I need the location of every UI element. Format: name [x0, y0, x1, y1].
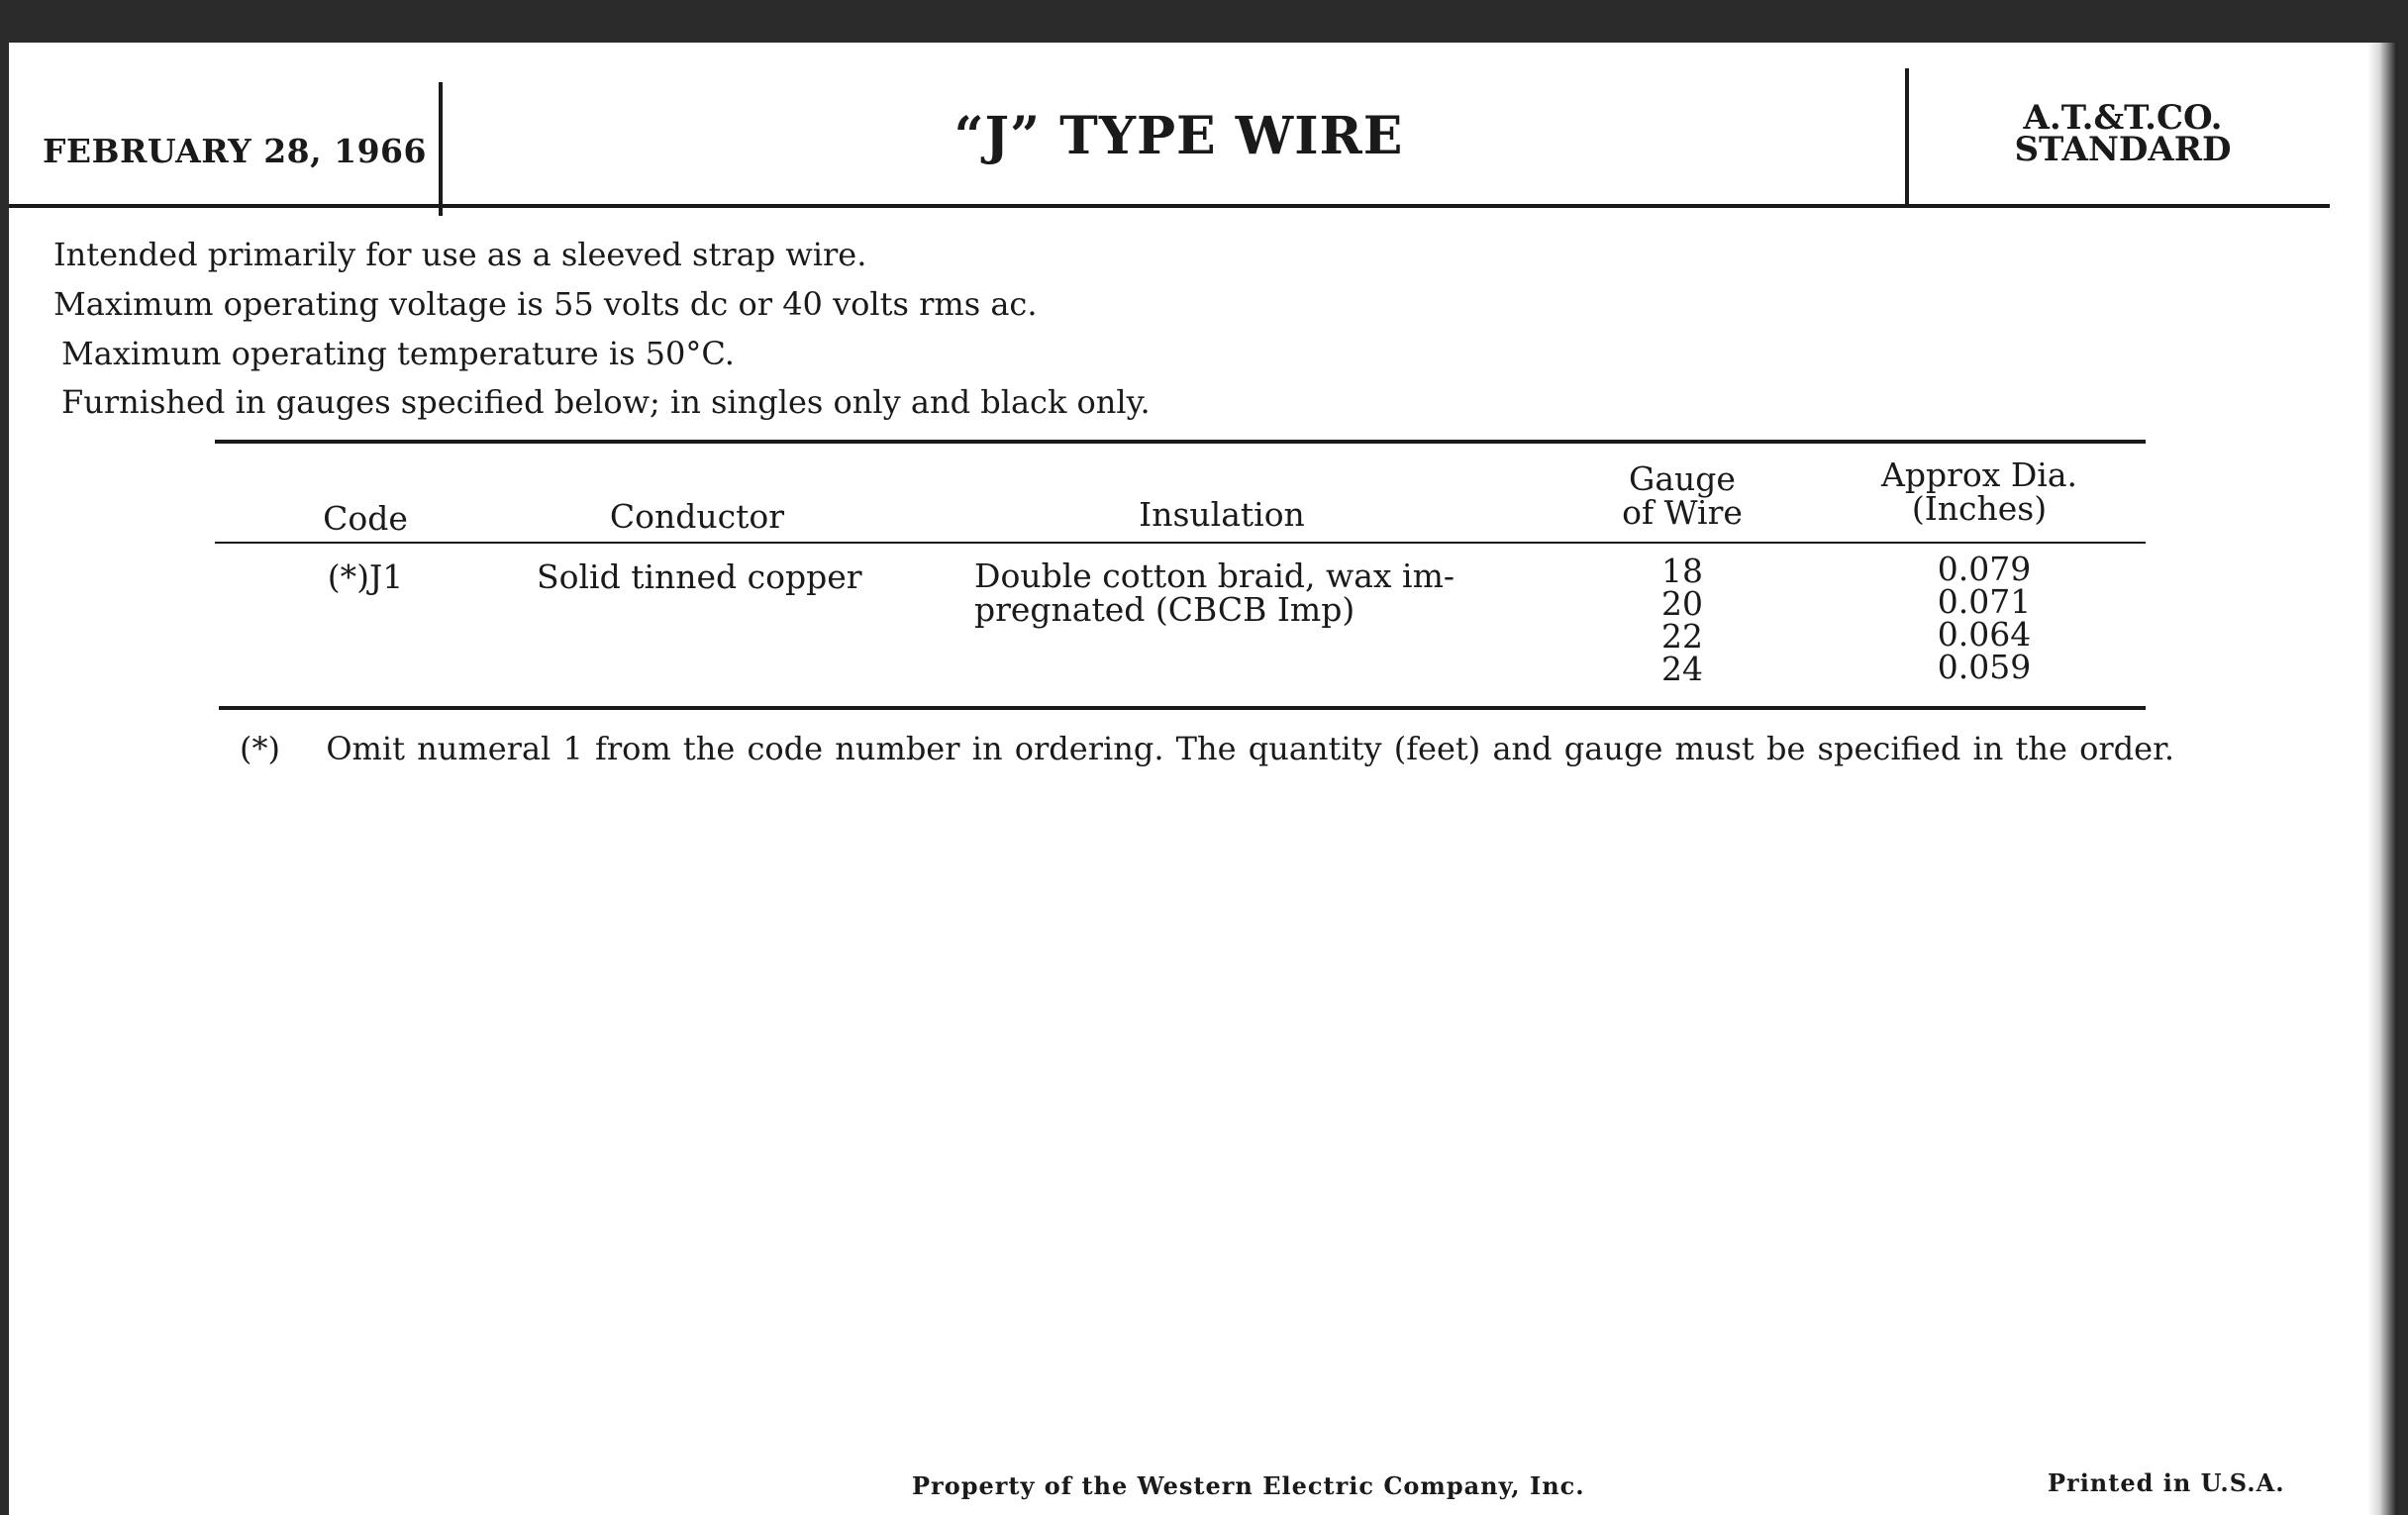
gauge-value: 20: [1661, 584, 1703, 623]
document-card: [9, 43, 2397, 1515]
diameter-value: 0.079: [1937, 550, 2032, 588]
header-gauge-line-2: of Wire: [1622, 493, 1743, 532]
cell-insulation: [974, 556, 1455, 629]
diameter-value: 0.071: [1937, 582, 2032, 621]
footnote: [240, 730, 2174, 767]
cell-insulation-line-1: Double cotton braid, wax im-: [974, 556, 1455, 595]
diameter-value: 0.064: [1937, 615, 2032, 654]
card-edge-shadow: [2367, 43, 2397, 1515]
intro-line-2: Maximum operating voltage is 55 volts dc or 40 volts rms ac.: [53, 285, 1038, 323]
standard-label: [1959, 98, 2286, 169]
header-conductor: Conductor: [609, 497, 785, 536]
intro-line-1: Intended primarily for use as a sleeved strap wire.: [53, 236, 867, 273]
cell-code: (*)J1: [327, 557, 404, 596]
cell-diameters: [1900, 550, 2068, 686]
diameter-value: 0.059: [1937, 648, 2032, 686]
header-rule: [9, 204, 2330, 208]
header-diameter-line-1: Approx Dia.: [1881, 455, 2077, 494]
cell-gauges: [1623, 552, 1742, 688]
header-code: Code: [323, 499, 408, 538]
standard-line-1: A.T.&T.CO.: [2023, 98, 2223, 138]
property-notice: Property of the Western Electric Company, Inc.: [912, 1471, 1585, 1500]
gauge-value: 24: [1661, 650, 1703, 688]
gauge-value: 18: [1661, 552, 1703, 590]
document-title: “J” TYPE WIRE: [953, 106, 1404, 166]
header-diameter-line-2: (Inches): [1911, 489, 2048, 528]
gauge-value: 22: [1661, 617, 1703, 656]
intro-line-4: Furnished in gauges specified below; in singles only and black only.: [61, 383, 1151, 421]
cell-insulation-line-2: pregnated (CBCB Imp): [974, 590, 1355, 629]
footnote-marker: (*): [240, 730, 280, 767]
header-divider-right: [1905, 68, 1909, 207]
header-diameter: [1831, 455, 2128, 528]
header-gauge-line-1: Gauge: [1629, 459, 1736, 498]
table-bottom-rule: [219, 706, 2146, 710]
footnote-text: Omit numeral 1 from the code number in ordering. The quantity (feet) and gauge must be specified in the order.: [326, 730, 2175, 767]
header-insulation: Insulation: [1139, 495, 1305, 534]
table-top-rule: [215, 440, 2146, 444]
document-date: FEBRUARY 28, 1966: [43, 132, 427, 170]
intro-line-3: Maximum operating temperature is 50°C.: [61, 335, 735, 372]
cell-conductor: Solid tinned copper: [537, 557, 862, 596]
header-gauge: [1573, 459, 1791, 532]
table-header-rule: [215, 542, 2146, 544]
standard-line-2: STANDARD: [2014, 130, 2232, 169]
printed-notice: Printed in U.S.A.: [2048, 1468, 2285, 1497]
